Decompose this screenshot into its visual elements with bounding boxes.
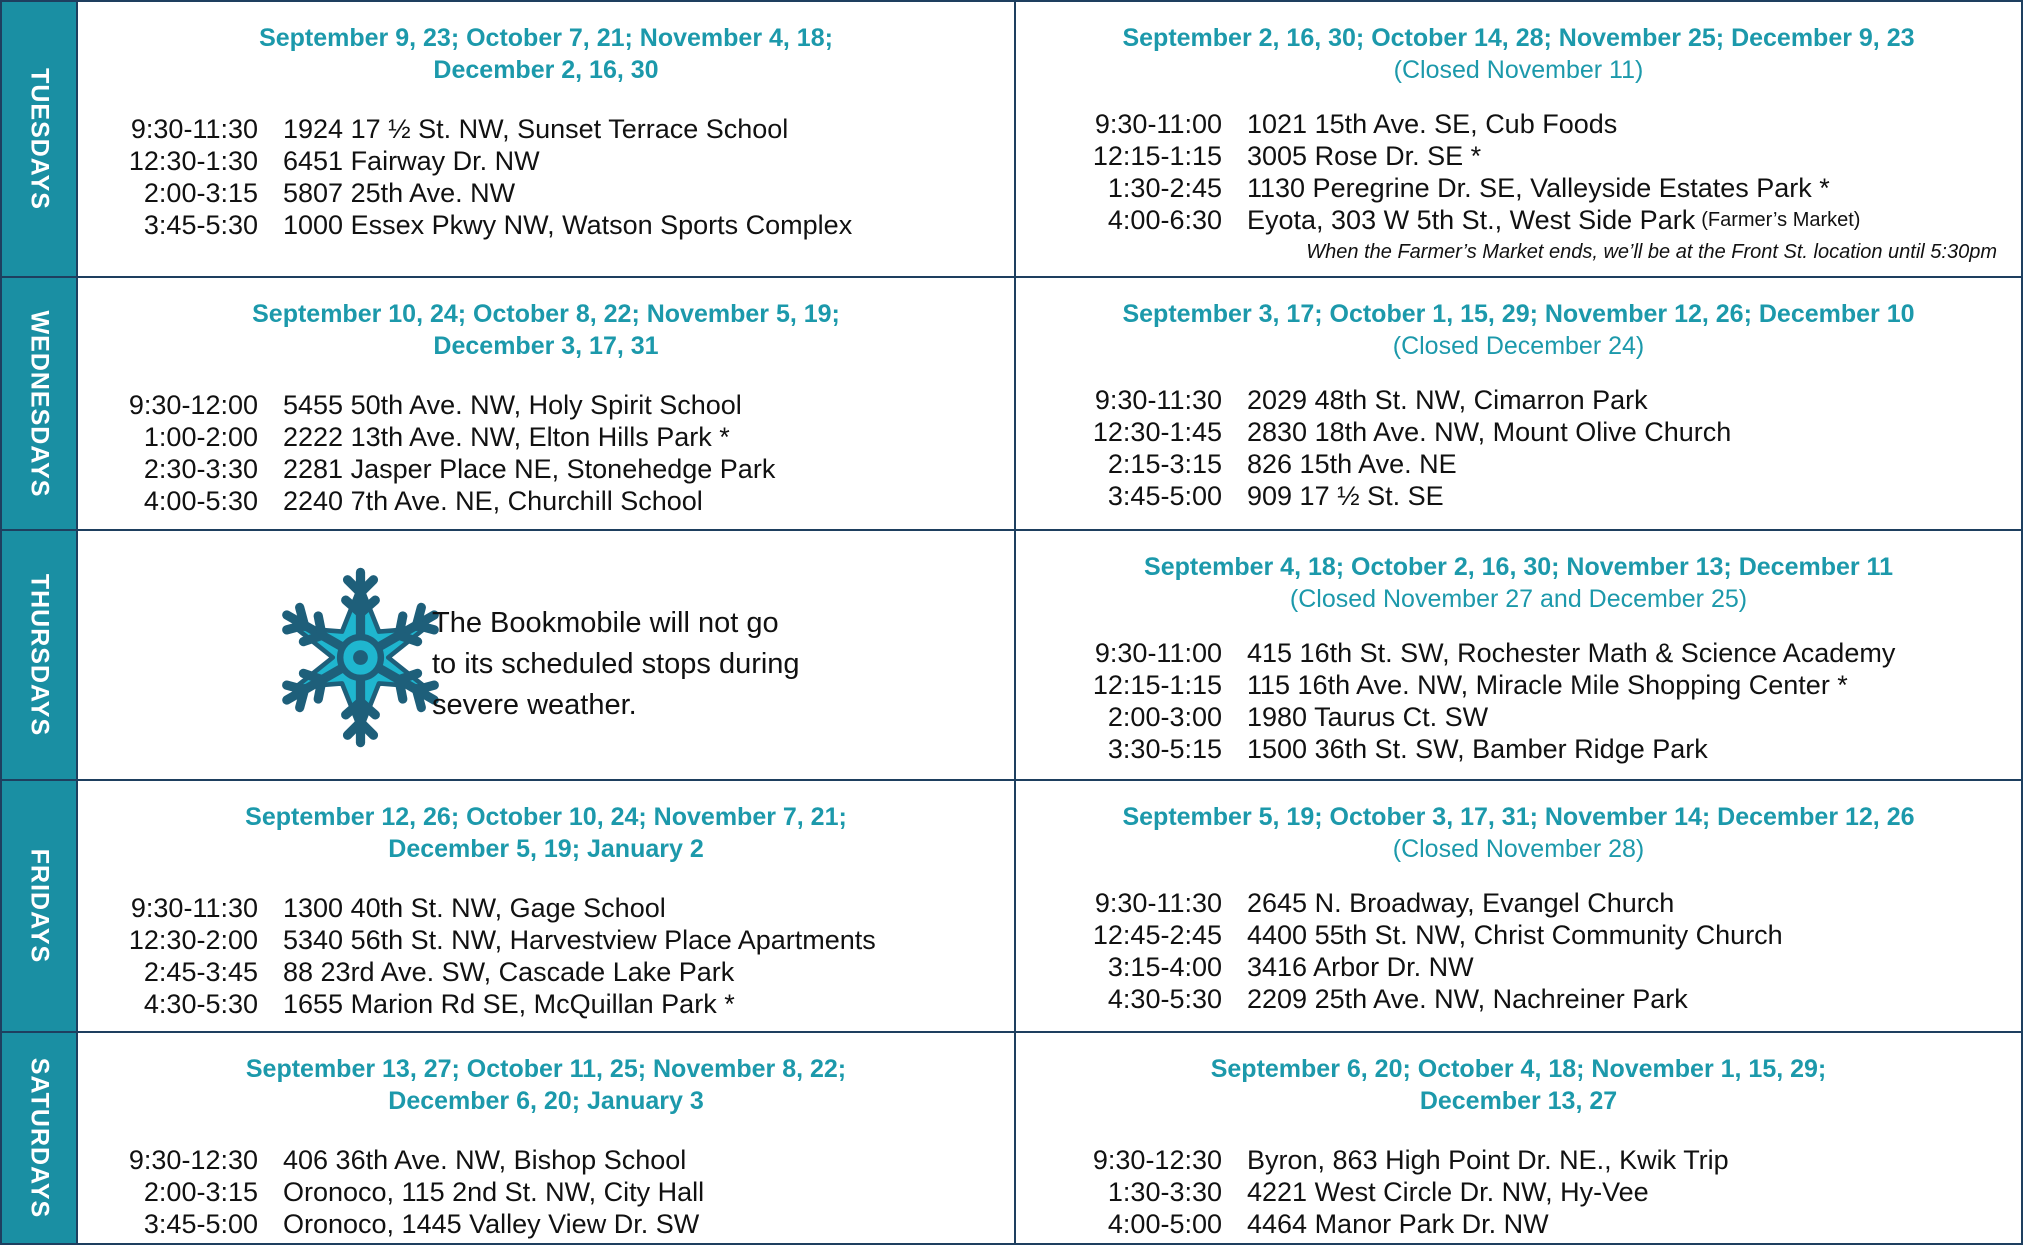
stop-address: Eyota, 303 W 5th St., West Side Park [1247,205,1696,235]
stop-address: 4400 55th St. NW, Christ Community Church [1247,920,1783,950]
stop-item [78,988,1014,1020]
stop-time: 1:30-3:30 [1107,1177,1222,1207]
stop-item [78,177,1014,209]
dates-line: September 6, 20; October 4, 18; November 1, 15, 29; [1210,1055,1827,1083]
dates-line: September 13, 27; October 11, 25; November 8, 22; [245,1055,847,1083]
stop-time: 4:00-6:30 [1107,205,1222,235]
stop-time: 12:45-2:45 [1092,920,1222,950]
schedule-dates: September 5, 19; October 3, 17, 31; November 14; December 12, 26 [1122,803,1915,831]
dates-line: September 12, 26; October 10, 24; November 7, 21; [245,803,847,831]
stop-address: 88 23rd Ave. SW, Cascade Lake Park [283,957,735,987]
day-label: TUESDAYS [25,68,54,210]
weather-notice-line: severe weather. [432,689,637,721]
stop-address: 1021 15th Ave. SE, Cub Foods [1247,109,1618,139]
stop-time: 12:30-2:00 [128,925,258,955]
stop-address: 2281 Jasper Place NE, Stonehedge Park [283,454,776,484]
stop-address: 4221 West Circle Dr. NW, Hy-Vee [1247,1177,1649,1207]
stop-item [1016,140,2021,172]
right-schedule-cell [1015,277,2022,530]
stop-address: 2830 18th Ave. NW, Mount Olive Church [1247,417,1732,447]
schedule-dates: September 3, 17; October 1, 15, 29; November 12, 26; December 10 [1122,300,1915,328]
closed-note: (Closed November 11) [1393,56,1644,84]
stop-address: 1980 Taurus Ct. SW [1247,702,1489,732]
schedule-row-fridays [1,780,2022,1032]
right-schedule-cell [1015,780,2022,1032]
stop-item [1016,951,2021,983]
stop-item [78,485,1014,517]
stop-item [1016,669,2021,701]
stop-item [78,113,1014,145]
stop-time: 3:30-5:15 [1107,734,1222,764]
weather-notice [78,531,1014,779]
stop-time: 3:45-5:00 [1107,481,1222,511]
stop-address: 2209 25th Ave. NW, Nachreiner Park [1247,984,1688,1014]
stop-time: 9:30-11:00 [1094,638,1222,668]
day-label: THURSDAYS [25,573,54,737]
stop-item [1016,480,2021,512]
stop-item [1016,637,2021,669]
stop-list [78,892,1014,1020]
weather-notice-line: to its scheduled stops during [432,648,800,680]
stop-item [1016,172,2021,204]
stop-address: 5340 56th St. NW, Harvestview Place Apartments [283,925,876,955]
schedule-row-saturdays [1,1032,2022,1244]
stop-time: 2:15-3:15 [1107,449,1222,479]
stop-list [1016,887,2021,1015]
stop-item [78,145,1014,177]
stop-time: 12:30-1:45 [1092,417,1222,447]
stop-time: 12:15-1:15 [1092,141,1222,171]
stop-time: 12:30-1:30 [128,146,258,176]
day-cell [1,530,77,780]
weather-notice-cell [77,530,1015,780]
stop-item [1016,448,2021,480]
stop-list [1016,108,2021,236]
stop-address: 3416 Arbor Dr. NW [1247,952,1474,982]
dates-line: December 5, 19; January 2 [388,835,704,863]
stop-item [1016,204,2021,236]
stop-address: Oronoco, 1445 Valley View Dr. SW [283,1209,700,1239]
stop-item [1016,887,2021,919]
stop-item [78,209,1014,241]
stop-list [1016,1144,2021,1240]
stop-address: Byron, 863 High Point Dr. NE., Kwik Trip [1247,1145,1729,1175]
stop-time: 4:30-5:30 [143,989,258,1019]
stop-time: 2:00-3:15 [143,1177,258,1207]
closed-note: (Closed December 24) [1392,332,1645,360]
stop-time: 9:30-11:30 [130,893,258,923]
stop-time: 2:30-3:30 [143,454,258,484]
stop-time: 9:30-11:30 [1094,385,1222,415]
day-cell [1,1,77,277]
stop-address: 2240 7th Ave. NE, Churchill School [283,486,703,516]
closed-note: (Closed November 27 and December 25) [1289,585,1748,613]
stop-address: 1924 17 ½ St. NW, Sunset Terrace School [283,114,789,144]
stop-item [78,924,1014,956]
right-schedule-cell [1015,530,2022,780]
stop-address: 1500 36th St. SW, Bamber Ridge Park [1247,734,1708,764]
snowflake-icon [268,565,453,750]
schedule-row-wednesdays [1,277,2022,530]
stop-address: 4464 Manor Park Dr. NW [1247,1209,1549,1239]
schedule-dates [186,1033,906,1117]
schedule-dates [186,781,906,865]
stop-time: 12:15-1:15 [1092,670,1222,700]
dates-line: December 6, 20; January 3 [388,1087,704,1115]
stop-item [78,1208,1014,1240]
stop-item [1016,1208,2021,1240]
closed-note: (Closed November 28) [1392,835,1645,863]
dates-line: December 13, 27 [1419,1087,1618,1115]
stop-time: 1:00-2:00 [143,422,258,452]
stop-item [1016,1144,2021,1176]
stop-address: 1655 Marion Rd SE, McQuillan Park * [283,989,735,1019]
left-schedule-cell [77,277,1015,530]
stop-address: 1130 Peregrine Dr. SE, Valleyside Estates Park * [1247,173,1830,203]
stop-time: 2:00-3:15 [143,178,258,208]
stop-time: 9:30-11:00 [1094,109,1222,139]
footnote: When the Farmer’s Market ends, we’ll be at the Front St. location until 5:30pm [1306,241,1997,263]
schedule-row-thursdays [1,530,2022,780]
stop-address: 2645 N. Broadway, Evangel Church [1247,888,1675,918]
day-cell [1,1032,77,1244]
stop-item [1016,983,2021,1015]
stop-address: 415 16th St. SW, Rochester Math & Science Academy [1247,638,1896,668]
stop-address: 115 16th Ave. NW, Miracle Mile Shopping Center * [1247,670,1848,700]
stop-address: Oronoco, 115 2nd St. NW, City Hall [283,1177,705,1207]
dates-line: December 3, 17, 31 [433,332,659,360]
stop-address: 1000 Essex Pkwy NW, Watson Sports Complex [283,210,853,240]
stop-item [78,892,1014,924]
stop-item [78,956,1014,988]
stop-address: 2222 13th Ave. NW, Elton Hills Park * [283,422,730,452]
stop-list [78,1144,1014,1240]
schedule-dates [186,2,906,86]
stop-time: 2:00-3:00 [1107,702,1222,732]
right-schedule-cell [1015,1032,2022,1244]
stop-item [1016,919,2021,951]
schedule-dates: September 2, 16, 30; October 14, 28; November 25; December 9, 23 [1122,24,1915,52]
stop-item [1016,416,2021,448]
stop-address: 6451 Fairway Dr. NW [283,146,540,176]
stop-item [78,1144,1014,1176]
stop-time: 9:30-11:30 [130,114,258,144]
weather-notice-line: The Bookmobile will not go [432,607,779,639]
left-schedule-cell [77,1032,1015,1244]
stop-time: 3:15-4:00 [1107,952,1222,982]
schedule-row-tuesdays [1,1,2022,277]
stop-item [1016,701,2021,733]
stop-item [78,421,1014,453]
dates-line: September 10, 24; October 8, 22; November 5, 19; [252,300,840,328]
stop-item [78,1176,1014,1208]
stop-time: 9:30-12:30 [1092,1145,1222,1175]
schedule-dates [1139,1033,1899,1117]
stop-time: 3:45-5:30 [143,210,258,240]
stop-address: 5807 25th Ave. NW [283,178,516,208]
stop-address: 3005 Rose Dr. SE * [1247,141,1482,171]
left-schedule-cell [77,780,1015,1032]
schedule-dates [186,278,906,362]
stop-address: 1300 40th St. NW, Gage School [283,893,666,923]
dates-line: December 2, 16, 30 [433,56,659,84]
stop-item [78,389,1014,421]
stop-time: 9:30-12:00 [128,390,258,420]
stop-time: 1:30-2:45 [1107,173,1222,203]
stop-address: 826 15th Ave. NE [1247,449,1457,479]
day-cell [1,780,77,1032]
dates-line: September 9, 23; October 7, 21; November 4, 18; [259,24,833,52]
stop-address: 406 36th Ave. NW, Bishop School [283,1145,687,1175]
stop-address: 5455 50th Ave. NW, Holy Spirit School [283,390,742,420]
day-cell [1,277,77,530]
stop-address: 2029 48th St. NW, Cimarron Park [1247,385,1648,415]
stop-item [1016,1176,2021,1208]
stop-item [1016,733,2021,765]
stop-time: 9:30-11:30 [1094,888,1222,918]
stop-list [1016,384,2021,512]
stop-time: 3:45-5:00 [143,1209,258,1239]
day-label: SATURDAYS [25,1057,54,1219]
left-schedule-cell [77,1,1015,277]
stop-time: 9:30-12:30 [128,1145,258,1175]
stop-list [78,389,1014,517]
stop-item [1016,108,2021,140]
stop-list [78,113,1014,241]
right-schedule-cell [1015,1,2022,277]
schedule-dates: September 4, 18; October 2, 16, 30; November 13; December 11 [1144,553,1893,581]
stop-time: 4:30-5:30 [1107,984,1222,1014]
weather-notice-text [432,603,800,726]
stop-list [1016,637,2021,765]
stop-note: (Farmer’s Market) [1701,209,1861,231]
stop-time: 4:00-5:30 [143,486,258,516]
day-label: WEDNESDAYS [25,310,54,497]
day-label: FRIDAYS [25,848,54,964]
stop-address: 909 17 ½ St. SE [1247,481,1444,511]
stop-time: 2:45-3:45 [143,957,258,987]
stop-item [78,453,1014,485]
stop-time: 4:00-5:00 [1107,1209,1222,1239]
stop-item [1016,384,2021,416]
